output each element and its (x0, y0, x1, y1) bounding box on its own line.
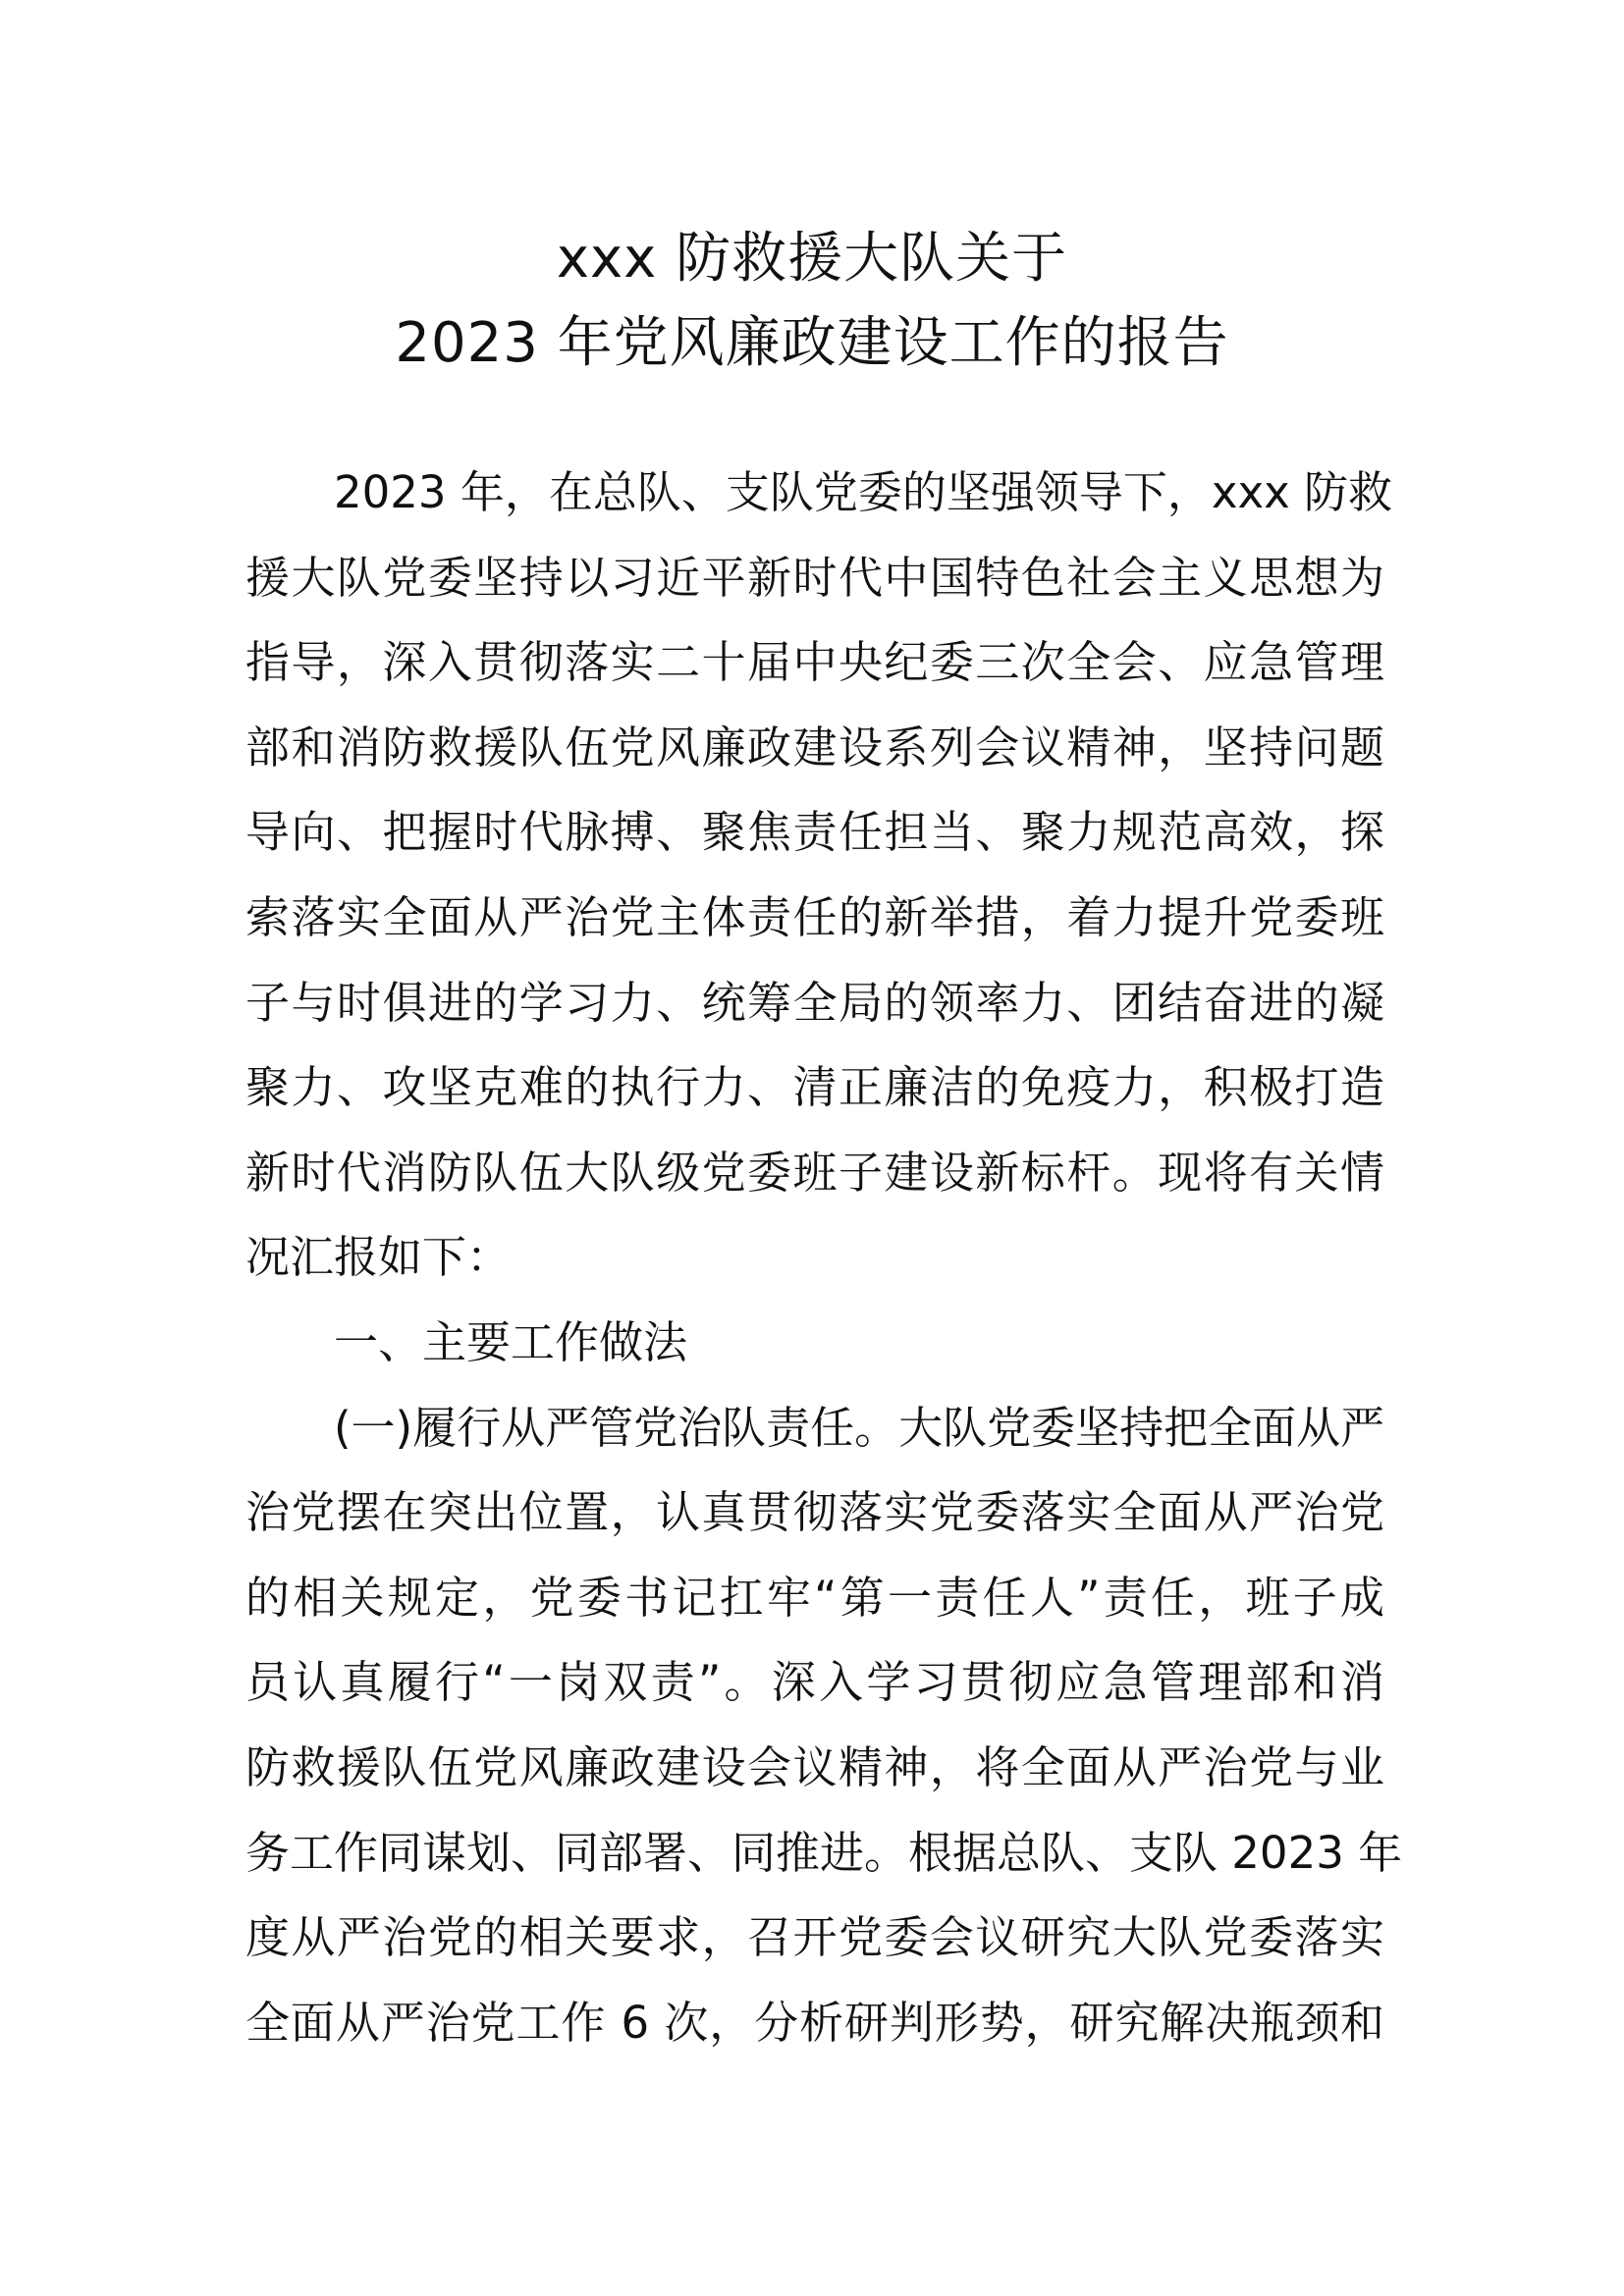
paragraph-1-line-5: 导向、把握时代脉搏、聚焦责任担当、聚力规范高效，探 (245, 806, 1384, 858)
section-heading-1: 一、主要工作做法 (334, 1316, 688, 1368)
document-title-line-2: 2023 年党风廉政建设工作的报告 (395, 311, 1229, 375)
paragraph-1-line-3: 指导，深入贯彻落实二十届中央纪委三次全会、应急管理 (245, 636, 1384, 688)
paragraph-1-line-8: 聚力、攻坚克难的执行力、清正廉洁的免疫力，积极打造 (245, 1061, 1384, 1113)
paragraph-1-line-9: 新时代消防队伍大队级党委班子建设新标杆。现将有关情 (245, 1147, 1384, 1199)
paragraph-2-line-3: 的相关规定，党委书记扛牢“第一责任人”责任，班子成 (245, 1572, 1384, 1624)
paragraph-2-line-1: (一)履行从严管党治队责任。大队党委坚持把全面从严 (334, 1402, 1385, 1454)
paragraph-1-line-7: 子与时俱进的学习力、统筹全局的领率力、团结奋进的凝 (245, 977, 1384, 1029)
paragraph-1-line-6: 索落实全面从严治党主体责任的新举措，着力提升党委班 (245, 891, 1384, 943)
paragraph-1-line-2: 援大队党委坚持以习近平新时代中国特色社会主义思想为 (245, 552, 1384, 604)
paragraph-2-line-5: 防救援队伍党风廉政建设会议精神，将全面从严治党与业 (245, 1741, 1384, 1793)
paragraph-2-line-8: 全面从严治党工作 6 次，分析研判形势，研究解决瓶颈和 (245, 1997, 1384, 2049)
paragraph-2-line-6: 务工作同谋划、同部署、同推进。根据总队、支队 2023 年 (245, 1827, 1403, 1879)
paragraph-2-line-7: 度从严治党的相关要求，召开党委会议研究大队党委落实 (245, 1911, 1384, 1963)
document-title-line-1: xxx 防救援大队关于 (556, 227, 1068, 291)
paragraph-1-line-10: 况汇报如下： (245, 1231, 512, 1283)
paragraph-1-line-4: 部和消防救援队伍党风廉政建设系列会议精神，坚持问题 (245, 721, 1384, 774)
paragraph-1-line-1: 2023 年，在总队、支队党委的坚强领导下，xxx 防救 (334, 466, 1393, 518)
paragraph-2-line-2: 治党摆在突出位置，认真贯彻落实党委落实全面从严治党 (245, 1486, 1384, 1538)
paragraph-2-line-4: 员认真履行“一岗双责”。深入学习贯彻应急管理部和消 (245, 1656, 1384, 1708)
